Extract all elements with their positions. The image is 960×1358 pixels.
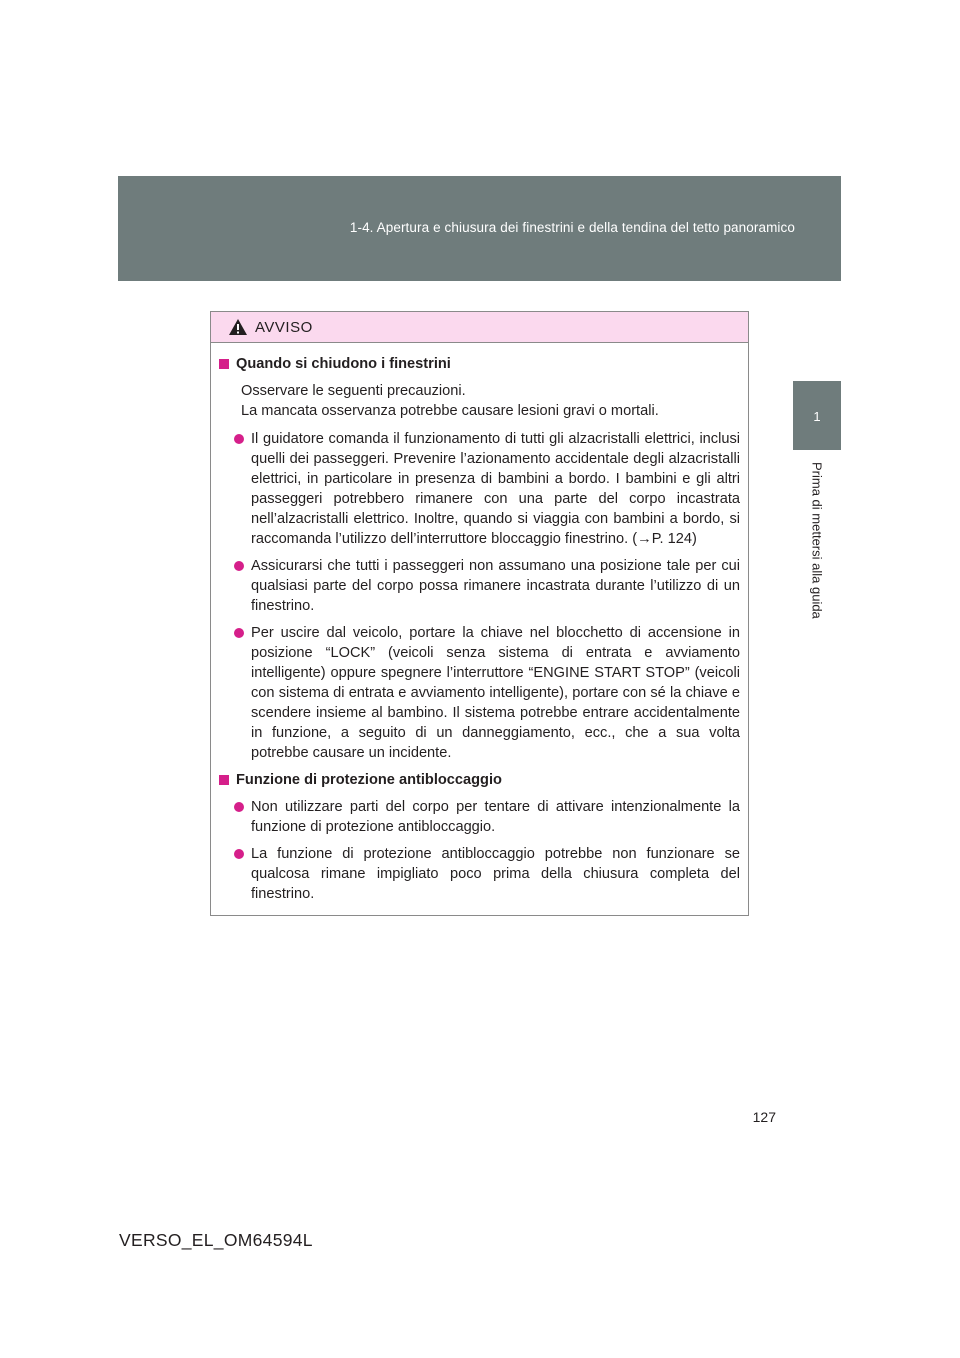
bullet-item: Assicurarsi che tutti i passeggeri non assumano una posizione tale per cui qualsiasi parte del corpo possa rimanere incastrata durante l’utilizzo di un finestrino. bbox=[219, 556, 740, 616]
chapter-tab bbox=[793, 381, 841, 450]
round-bullet-icon bbox=[234, 561, 244, 571]
bullet-item: Il guidatore comanda il funzionamento di tutti gli alzacristalli elettrici, inclusi quelli dei passeggeri. Prevenire l’azionamento accidentale degli alzacristalli elettrici, in particolare in presenza di bambini a bordo. I bambini e gli altri passeggeri potrebbero rimanere con una parte del corpo incastrata nell’alzacristalli elettrico. Inoltre, quando si viaggia con bambini a bordo, si raccomanda l’utilizzo dell’interruttore bloccaggio finestrino. (→P. 124) bbox=[219, 429, 740, 549]
chapter-number: 1 bbox=[813, 409, 821, 424]
section-title: 1-4. Apertura e chiusura dei finestrini e della tendina del tetto panoramico bbox=[349, 220, 795, 235]
warning-title: AVVISO bbox=[255, 319, 313, 336]
round-bullet-icon bbox=[234, 849, 244, 859]
round-bullet-icon bbox=[234, 434, 244, 444]
warning-header bbox=[211, 312, 748, 343]
bullet-item: Non utilizzare parti del corpo per tentare di attivare intenzionalmente la funzione di protezione antibloccaggio. bbox=[219, 797, 740, 837]
warning-box bbox=[210, 311, 749, 916]
bullet-item: Per uscire dal veicolo, portare la chiave nel blocchetto di accensione in posizione “LOCK” (veicoli senza sistema di entrata e avviamento intelligente) oppure spegnere l’interruttore “ENGINE START STOP” (veicoli con sistema di entrata e avviamento intelligente), portare con sé la chiave e scendere insieme al bambino. Il sistema potrebbe entrare accidentalmente in funzione, a seguito di un danneggiamento, ecc., che a sua volta potrebbe causare un incidente. bbox=[219, 623, 740, 763]
bullet-item: La funzione di protezione antibloccaggio potrebbe non funzionare se qualcosa rimane impigliato poco prima della chiusura completa del finestrino. bbox=[219, 844, 740, 904]
intro-text: Osservare le seguenti precauzioni. La mancata osservanza potrebbe causare lesioni gravi o mortali. bbox=[241, 383, 659, 419]
square-bullet-icon bbox=[219, 775, 229, 785]
page-number: 127 bbox=[752, 1109, 776, 1125]
square-bullet-icon bbox=[219, 359, 229, 369]
section-heading: Quando si chiudono i finestrini bbox=[219, 354, 740, 374]
round-bullet-icon bbox=[234, 628, 244, 638]
document-code: VERSO_EL_OM64594L bbox=[119, 1230, 313, 1250]
warning-triangle-icon bbox=[228, 318, 248, 336]
warning-body bbox=[211, 343, 748, 904]
section-heading: Funzione di protezione antibloccaggio bbox=[219, 770, 740, 790]
round-bullet-icon bbox=[234, 802, 244, 812]
chapter-title: Prima di mettersi alla guida bbox=[809, 462, 825, 619]
header-band bbox=[118, 176, 841, 281]
